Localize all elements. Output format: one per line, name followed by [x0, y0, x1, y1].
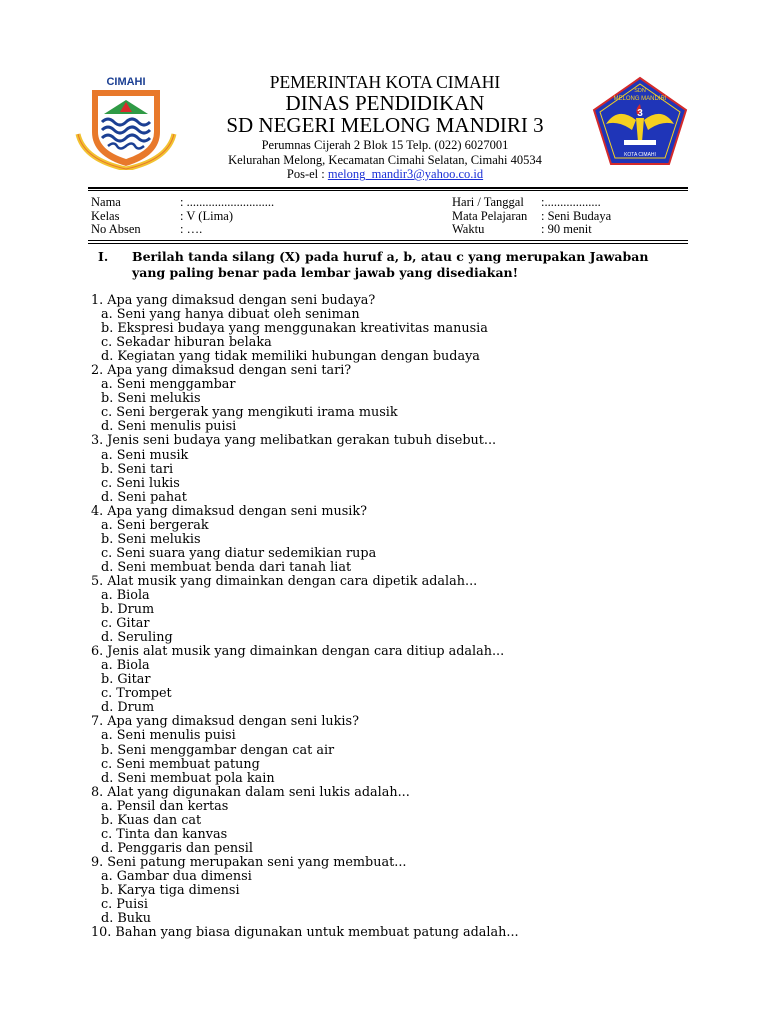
answer-option[interactable]: d. Seni menulis puisi: [101, 419, 237, 435]
question-item: [91, 645, 691, 715]
question-item: [91, 856, 691, 926]
identity-value[interactable]: : ….: [180, 222, 203, 236]
answer-option[interactable]: d. Penggaris dan pensil: [101, 840, 253, 856]
answer-option[interactable]: a. Seni yang hanya dibuat oleh seniman: [101, 307, 360, 323]
answer-option[interactable]: d. Drum: [101, 700, 155, 716]
question-text: 10. Bahan yang biasa digunakan untuk membuat patung adalah...: [91, 925, 519, 941]
school-pentagon-emblem-icon: [592, 76, 688, 166]
logo-right-name: MELONG MANDIRI: [613, 96, 667, 102]
answer-option[interactable]: b. Seni menggambar dengan cat air: [101, 742, 335, 758]
identity-right: [452, 196, 611, 237]
identity-row: [91, 196, 274, 210]
identity-value: : Seni Budaya: [541, 208, 612, 223]
question-item: [91, 575, 691, 645]
answer-option[interactable]: a. Gambar dua dimensi: [101, 868, 252, 884]
department-name: DINAS PENDIDIKAN: [285, 91, 485, 115]
question-text: 7. Apa yang dimaksud dengan seni lukis?: [91, 714, 359, 730]
email-link[interactable]: melong_mandir3@yahoo.co.id: [327, 167, 484, 181]
identity-label: Kelas: [91, 208, 120, 223]
question-item: [91, 715, 691, 785]
identity-row: [91, 210, 274, 224]
answer-option[interactable]: a. Biola: [101, 658, 150, 674]
answer-option[interactable]: c. Seni membuat patung: [101, 756, 260, 772]
answer-option[interactable]: c. Sekadar hiburan belaka: [101, 335, 272, 351]
answer-option[interactable]: b. Seni tari: [101, 461, 174, 477]
identity-label: Mata Pelajaran: [452, 208, 528, 223]
answer-option[interactable]: c. Seni suara yang diatur sedemikian rupa: [101, 545, 377, 561]
question-item: [91, 294, 691, 364]
answer-option[interactable]: c. Trompet: [101, 686, 172, 702]
email-prefix: Pos-el :: [286, 167, 328, 181]
answer-option[interactable]: a. Biola: [101, 587, 150, 603]
answer-option[interactable]: a. Seni musik: [101, 447, 189, 463]
email-line: [180, 167, 590, 182]
answer-option[interactable]: c. Gitar: [101, 616, 150, 632]
question-text: 8. Alat yang digunakan dalam seni lukis adalah...: [91, 784, 410, 800]
header-rule-thin: [88, 190, 688, 191]
question-text: 5. Alat musik yang dimainkan dengan cara dipetik adalah...: [91, 573, 478, 589]
answer-option[interactable]: c. Seni bergerak yang mengikuti irama musik: [101, 405, 398, 421]
header-rule-thick: [88, 187, 688, 189]
instruction-text: Berilah tanda silang (X) pada huruf a, b, atau c yang merupakan Jawaban yang paling benar pada lembar jawab yang disediakan!: [132, 249, 649, 280]
question-item: [91, 364, 691, 434]
answer-option[interactable]: b. Seni melukis: [101, 531, 201, 547]
section-instruction: [98, 249, 672, 281]
identity-value[interactable]: :..................: [541, 195, 601, 209]
question-text: 3. Jenis seni budaya yang melibatkan gerakan tubuh disebut...: [91, 433, 497, 449]
question-item: [91, 505, 691, 575]
answer-option[interactable]: d. Seni membuat benda dari tanah liat: [101, 559, 352, 575]
identity-value: : 90 menit: [541, 222, 592, 236]
logo-right-number: 3: [637, 108, 643, 119]
answer-option[interactable]: d. Seni pahat: [101, 489, 187, 505]
answer-option[interactable]: b. Drum: [101, 602, 155, 618]
answer-option[interactable]: d. Seni membuat pola kain: [101, 770, 275, 786]
answer-option[interactable]: b. Kuas dan cat: [101, 812, 202, 828]
answer-option[interactable]: a. Seni menggambar: [101, 377, 236, 393]
answer-option[interactable]: b. Ekspresi budaya yang menggunakan kreativitas manusia: [101, 321, 488, 337]
government-name: PEMERINTAH KOTA CIMAHI: [269, 72, 501, 92]
answer-option[interactable]: c. Puisi: [101, 897, 148, 913]
question-text: 4. Apa yang dimaksud dengan seni musik?: [91, 503, 367, 519]
answer-option[interactable]: d. Buku: [101, 911, 151, 927]
address-line-2: Kelurahan Melong, Kecamatan Cimahi Selatan, Cimahi 40534: [228, 152, 542, 167]
identity-row: [452, 196, 611, 210]
identity-value[interactable]: : ............................: [180, 195, 275, 209]
logo-left-text: CIMAHI: [106, 76, 146, 88]
answer-option[interactable]: a. Seni menulis puisi: [101, 728, 236, 744]
letterhead: [180, 72, 590, 182]
question-text: 1. Apa yang dimaksud dengan seni budaya?: [91, 293, 376, 308]
identity-value: : V (Lima): [180, 208, 234, 223]
question-text: 2. Apa yang dimaksud dengan seni tari?: [91, 363, 352, 379]
identity-row: [452, 223, 611, 237]
identity-rule-bottom: [88, 243, 688, 244]
question-text: 6. Jenis alat musik yang dimainkan dengan cara ditiup adalah...: [91, 644, 505, 660]
cimahi-city-emblem-icon: [74, 74, 178, 170]
answer-option[interactable]: c. Seni lukis: [101, 475, 180, 491]
answer-option[interactable]: d. Seruling: [101, 630, 173, 646]
identity-label: No Absen: [91, 222, 141, 236]
answer-option[interactable]: c. Tinta dan kanvas: [101, 826, 228, 842]
identity-row: [452, 210, 611, 224]
address-line-1: Perumnas Cijerah 2 Blok 15 Telp. (022) 6027001: [261, 138, 509, 152]
question-item: [91, 786, 691, 856]
question-text: 9. Seni patung merupakan seni yang membuat...: [91, 854, 407, 870]
identity-label: Nama: [91, 195, 121, 209]
identity-row: [91, 223, 274, 237]
question-item: [91, 926, 691, 940]
identity-rule-top: [88, 240, 688, 241]
section-number: I.: [98, 249, 109, 264]
school-name: SD NEGERI MELONG MANDIRI 3: [226, 113, 544, 137]
answer-option[interactable]: b. Karya tiga dimensi: [101, 882, 240, 898]
logo-right-top: SDN: [634, 88, 646, 94]
answer-option[interactable]: b. Seni melukis: [101, 391, 201, 407]
question-list: [91, 294, 691, 940]
answer-option[interactable]: b. Gitar: [101, 672, 151, 688]
logo-right-bottom: KOTA CIMAHI: [624, 152, 656, 158]
identity-label: Waktu: [452, 222, 485, 236]
identity-label: Hari / Tanggal: [452, 195, 524, 209]
answer-option[interactable]: d. Kegiatan yang tidak memiliki hubungan dengan budaya: [101, 349, 480, 365]
question-item: [91, 434, 691, 504]
answer-option[interactable]: a. Seni bergerak: [101, 517, 209, 533]
identity-left: [91, 196, 274, 237]
answer-option[interactable]: a. Pensil dan kertas: [101, 798, 229, 814]
